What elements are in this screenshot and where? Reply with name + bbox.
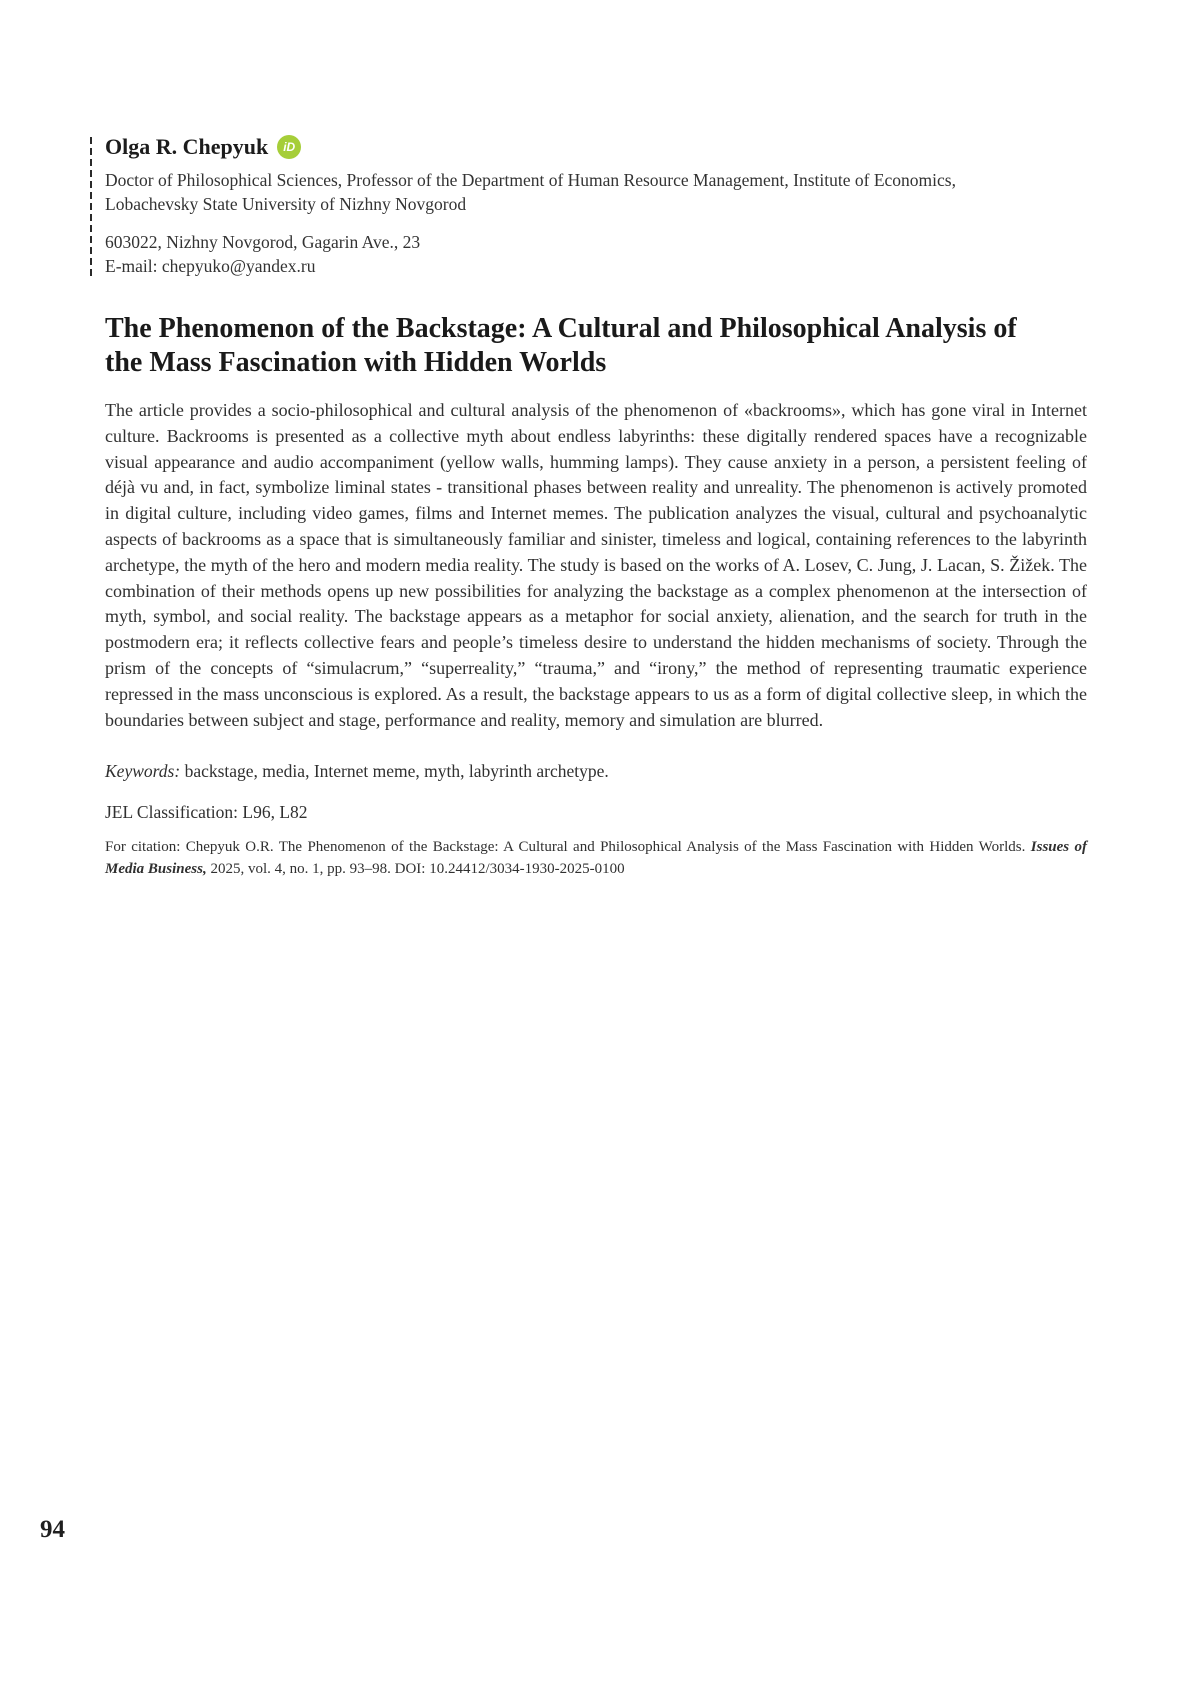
author-contact-block [105,230,1087,278]
author-email: E-mail: chepyuko@yandex.ru [105,256,316,276]
author-affiliation: Doctor of Philosophical Sciences, Professor of the Department of Human Resource Management, Institute of Economics, Lobachevsky State University of Nizhny Novgorod [105,170,956,214]
author-name-row [105,134,1087,160]
citation-suffix: 2025, vol. 4, no. 1, pp. 93–98. DOI: 10.24412/3034-1930-2025-0100 [210,860,625,877]
citation-block [105,837,1087,880]
orcid-icon[interactable]: iD [277,135,301,159]
article-abstract: The article provides a socio-philosophical and cultural analysis of the phenomenon of «backrooms», which has gone viral in Internet culture. Backrooms is presented as a collective myth about endless labyrinths: these digitally rendered spaces have a recognizable visual appearance and audio accompaniment (yellow walls, humming lamps). They cause anxiety in a person, a persistent feeling of déjà vu and, in fact, symbolize liminal states - transitional phases between reality and unreality. The phenomenon is actively promoted in digital culture, including video games, films and Internet memes. The publication analyzes the visual, cultural and psychoanalytic aspects of backrooms as a space that is simultaneously familiar and sinister, timeless and logical, containing references to the labyrinth archetype, the myth of the hero and modern media reality. The study is based on the works of A. Losev, C. Jung, J. Lacan, S. Žižek. The combination of their methods opens up new possibilities for analyzing the backstage as a complex phenomenon at the intersection of myth, symbol, and social reality. The backstage appears as a metaphor for social anxiety, alienation, and the search for truth in the postmodern era; it reflects collective fears and people’s timeless desire to understand the hidden mechanisms of society. Through the prism of the concepts of “simulacrum,” “superreality,” “trauma,” and “irony,” the method of representing traumatic experience repressed in the mass unconscious is explored. As a result, the backstage appears to us as a form of digital collective sleep, in which the boundaries between subject and stage, performance and reality, memory and simulation are blurred. [105,400,1087,730]
keywords-label: Keywords: [105,761,181,782]
keywords-line [105,761,1087,782]
article-title: The Phenomenon of the Backstage: A Cultural and Philosophical Analysis of the Mass Fascination with Hidden Worlds [105,313,1017,378]
author-address: 603022, Nizhny Novgorod, Gagarin Ave., 23 [105,232,421,252]
keywords-text: backstage, media, Internet meme, myth, labyrinth archetype. [184,761,609,782]
author-block [105,134,1087,278]
page-number: 94 [40,1516,65,1543]
jel-classification: JEL Classification: L96, L82 [105,802,308,823]
author-block-dashed-rule [90,137,92,278]
citation-prefix: For citation: Chepyuk O.R. The Phenomenon of the Backstage: A Cultural and Philosophical Analysis of the Mass Fascination with Hidden Worlds. [105,839,1026,856]
citation-journal-name: Issues of Media Business, [105,839,1087,877]
page-content [105,134,1087,880]
author-name: Olga R. Chepyuk [105,134,269,159]
